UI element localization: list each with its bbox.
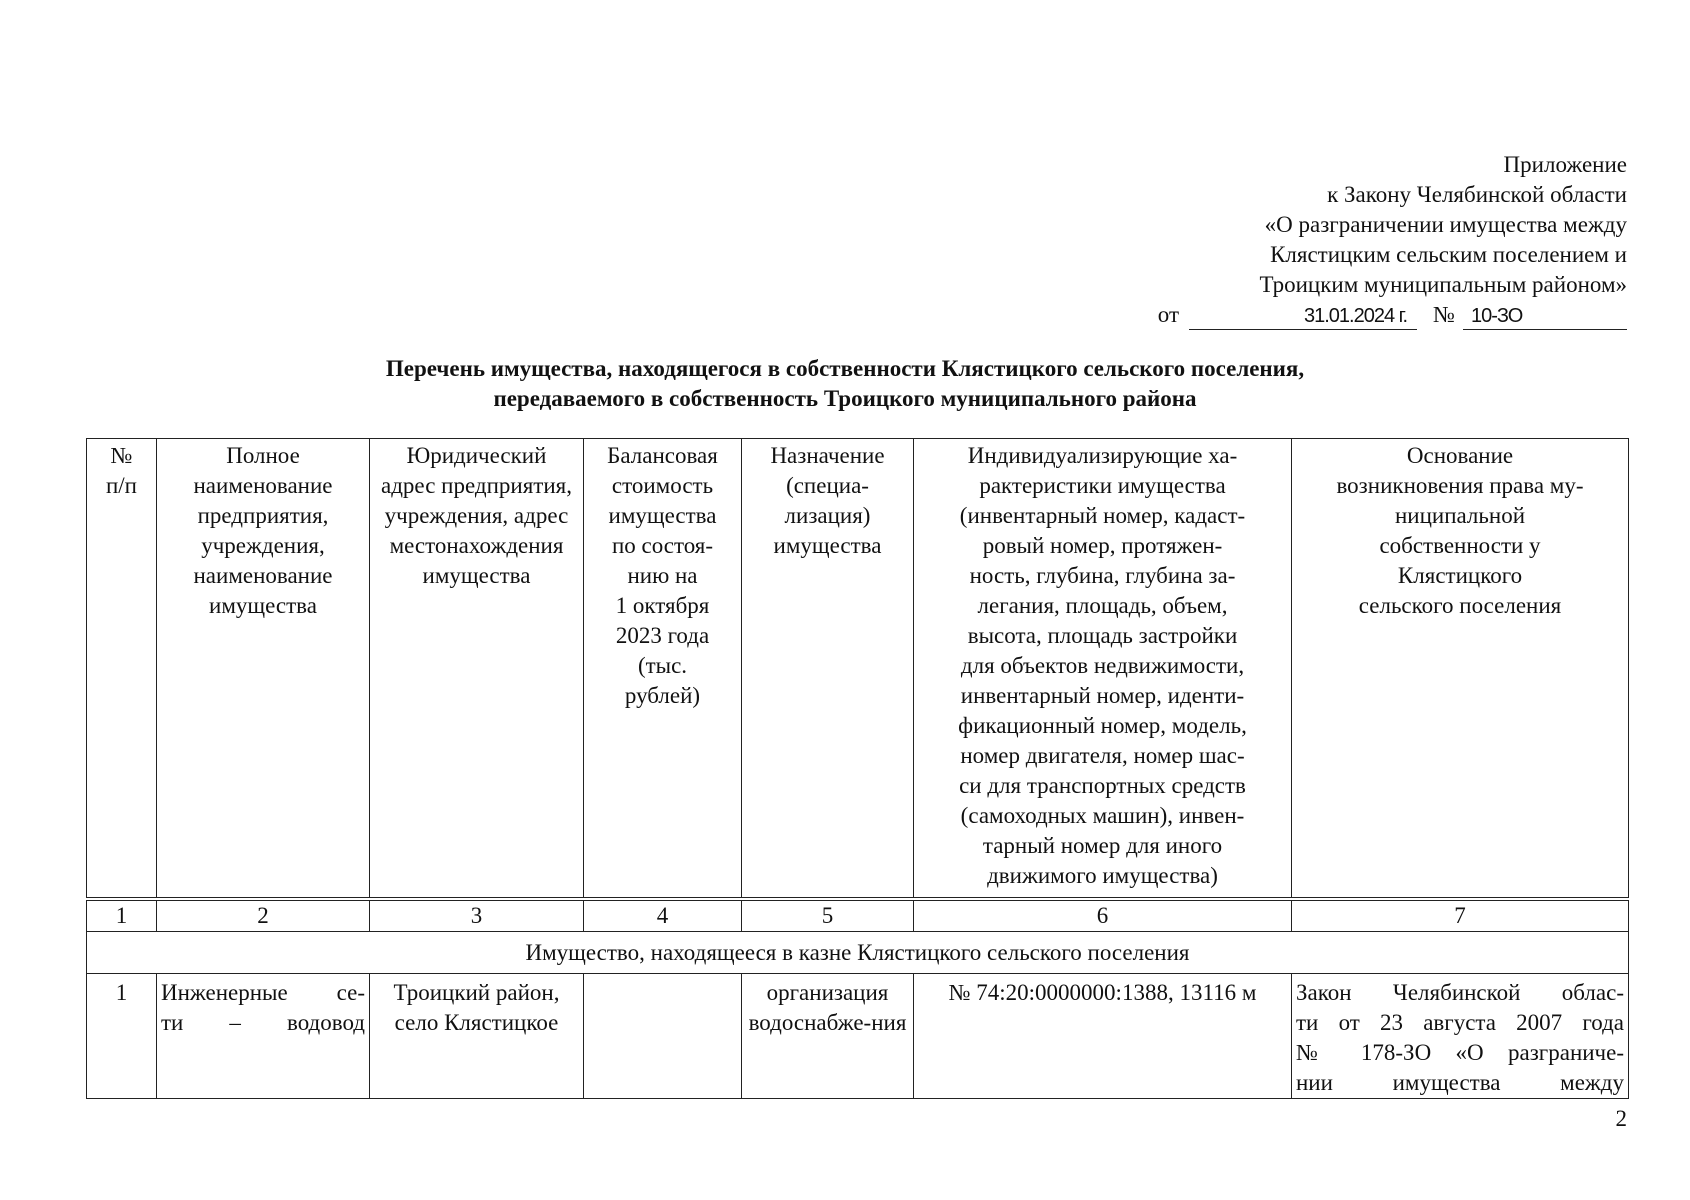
- header-cell-purpose: Назначение (специа- лизация) имущества: [742, 439, 914, 899]
- column-number: 7: [1292, 899, 1629, 932]
- appendix-date-line: [1158, 300, 1627, 330]
- header-cell-basis: Основание возникновения права му- ниципальной собственности у Клястицкого сельского поселения: [1292, 439, 1629, 899]
- column-number: 6: [914, 899, 1292, 932]
- section-title: Имущество, находящееся в казне Клястицкого сельского поселения: [87, 932, 1629, 974]
- property-table: [86, 438, 1629, 1099]
- header-cell-characteristics: Индивидуализирующие ха- рактеристики имущества (инвентарный номер, кадаст- ровый номер, протяжен- ность, глубина, глубина за- легания, площадь, объем, высота, площадь застройки для объектов недвижимости, инвентарный номер, иденти- фикационный номер, модель, номер двигателя, номер шас- си для транспортных средств (самоходных машин), инвен- тарный номер для иного движимого имущества): [914, 439, 1292, 899]
- row-basis: Закон Челябинской облас- ти от 23 августа 2007 года № 178-ЗО «О разграниче- нии имущества между: [1292, 974, 1629, 1099]
- document-title: [0, 354, 1690, 414]
- law-number: 10-ЗО: [1463, 303, 1627, 330]
- appendix-law-title-3: Троицким муниципальным районом»: [1259, 272, 1627, 297]
- appendix-block: [1158, 150, 1627, 330]
- appendix-label: Приложение: [1503, 152, 1627, 177]
- column-number: 5: [742, 899, 914, 932]
- column-number: 1: [87, 899, 157, 932]
- law-date: 31.01.2024 г.: [1189, 303, 1417, 330]
- row-characteristics: № 74:20:0000000:1388, 13116 м: [914, 974, 1292, 1099]
- appendix-law-title-2: Клястицким сельским поселением и: [1270, 242, 1627, 267]
- table-row: [87, 974, 1629, 1099]
- section-row: [87, 932, 1629, 974]
- row-number: 1: [87, 974, 157, 1099]
- number-label: №: [1433, 302, 1455, 327]
- document-title-line-1: Перечень имущества, находящегося в собственности Клястицкого сельского поселения,: [385, 356, 1305, 381]
- row-balance: [584, 974, 742, 1099]
- header-cell-address: Юридический адрес предприятия, учреждения, адрес местонахождения имущества: [370, 439, 584, 899]
- document-title-line-2: передаваемого в собственность Троицкого муниципального района: [493, 386, 1197, 411]
- appendix-law-ref: к Закону Челябинской области: [1327, 182, 1627, 207]
- row-address: Троицкий район, село Клястицкое: [370, 974, 584, 1099]
- column-number: 2: [157, 899, 370, 932]
- header-cell-balance: Балансовая стоимость имущества по состоя- нию на 1 октября 2023 года (тыс. рублей): [584, 439, 742, 899]
- page-number: 2: [1615, 1106, 1627, 1131]
- row-purpose: организация водоснабже-ния: [742, 974, 914, 1099]
- column-number: 3: [370, 899, 584, 932]
- column-number: 4: [584, 899, 742, 932]
- row-name: Инженерные се- ти – водовод: [157, 974, 370, 1099]
- header-cell-number: № п/п: [87, 439, 157, 899]
- column-number-row: [87, 899, 1629, 932]
- table-header-row: [87, 439, 1629, 899]
- from-label: от: [1157, 302, 1180, 327]
- appendix-law-title-1: «О разграничении имущества между: [1264, 212, 1627, 237]
- header-cell-name: Полное наименование предприятия, учреждения, наименование имущества: [157, 439, 370, 899]
